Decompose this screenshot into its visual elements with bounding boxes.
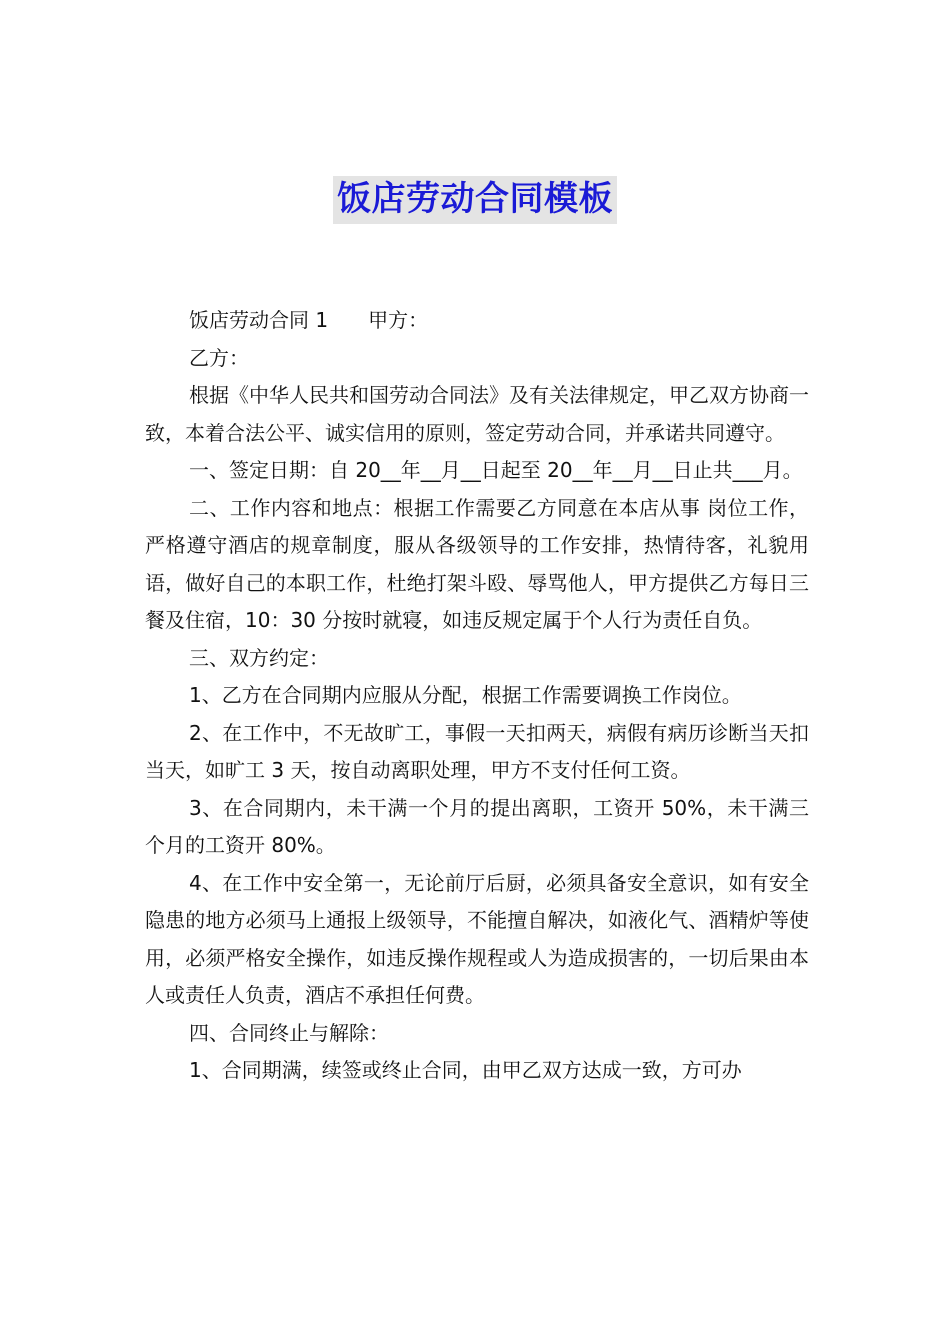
agreement-item-1: 1、乙方在合同期内应服从分配，根据工作需要调换工作岗位。 bbox=[189, 683, 742, 707]
document-body bbox=[145, 302, 809, 1090]
title-container bbox=[0, 176, 950, 224]
intro-paragraph: 根据《中华人民共和国劳动合同法》及有关法律规定，甲乙双方协商一致，本着合法公平、诚实信用的原则，签定劳动合同，并承诺共同遵守。 bbox=[145, 383, 809, 445]
agreement-item-2: 2、在工作中，不无故旷工，事假一天扣两天，病假有病历诊断当天扣当天，如旷工 3 天，按自动离职处理，甲方不支付任何工资。 bbox=[145, 720, 809, 782]
party-b-label: 乙方： bbox=[189, 345, 249, 370]
agreement-item-4: 4、在工作中安全第一，无论前厅后厨，必须具备安全意识，如有安全隐患的地方必须马上通报上级领导，不能擅自解决，如液化气、酒精炉等使用，必须严格安全操作，如违反操作规程或人为造成损害的，一切后果由本人或责任人负责，酒店不承担任何费。 bbox=[145, 870, 809, 1007]
heading-line bbox=[145, 302, 809, 340]
termination-item-1: 1、合同期满，续签或终止合同，由甲乙双方达成一致，方可办 bbox=[189, 1058, 742, 1082]
clause-signing-date: 一、签定日期：自 20__年__月__日起至 20__年__月__日止共___月。 bbox=[189, 458, 803, 482]
clause-agreement-heading: 三、双方约定： bbox=[189, 645, 329, 670]
clause-work-content: 二、工作内容和地点：根据工作需要乙方同意在本店从事 岗位工作，严格遵守酒店的规章制度，服从各级领导的工作安排，热情待客，礼貌用语，做好自己的本职工作，杜绝打架斗殴、辱骂他人，甲方提供乙方每日三餐及住宿，10：30 分按时就寝，如违反规定属于个人行为责任自负。 bbox=[145, 495, 809, 632]
document-title: 饭店劳动合同模板 bbox=[333, 176, 617, 224]
contract-label: 饭店劳动合同 1 bbox=[189, 308, 329, 332]
clause-termination-heading: 四、合同终止与解除： bbox=[189, 1020, 389, 1045]
agreement-item-3: 3、在合同期内，未干满一个月的提出离职，工资开 50%，未干满三个月的工资开 80%。 bbox=[145, 795, 809, 857]
party-a-label: 甲方： bbox=[368, 308, 429, 332]
